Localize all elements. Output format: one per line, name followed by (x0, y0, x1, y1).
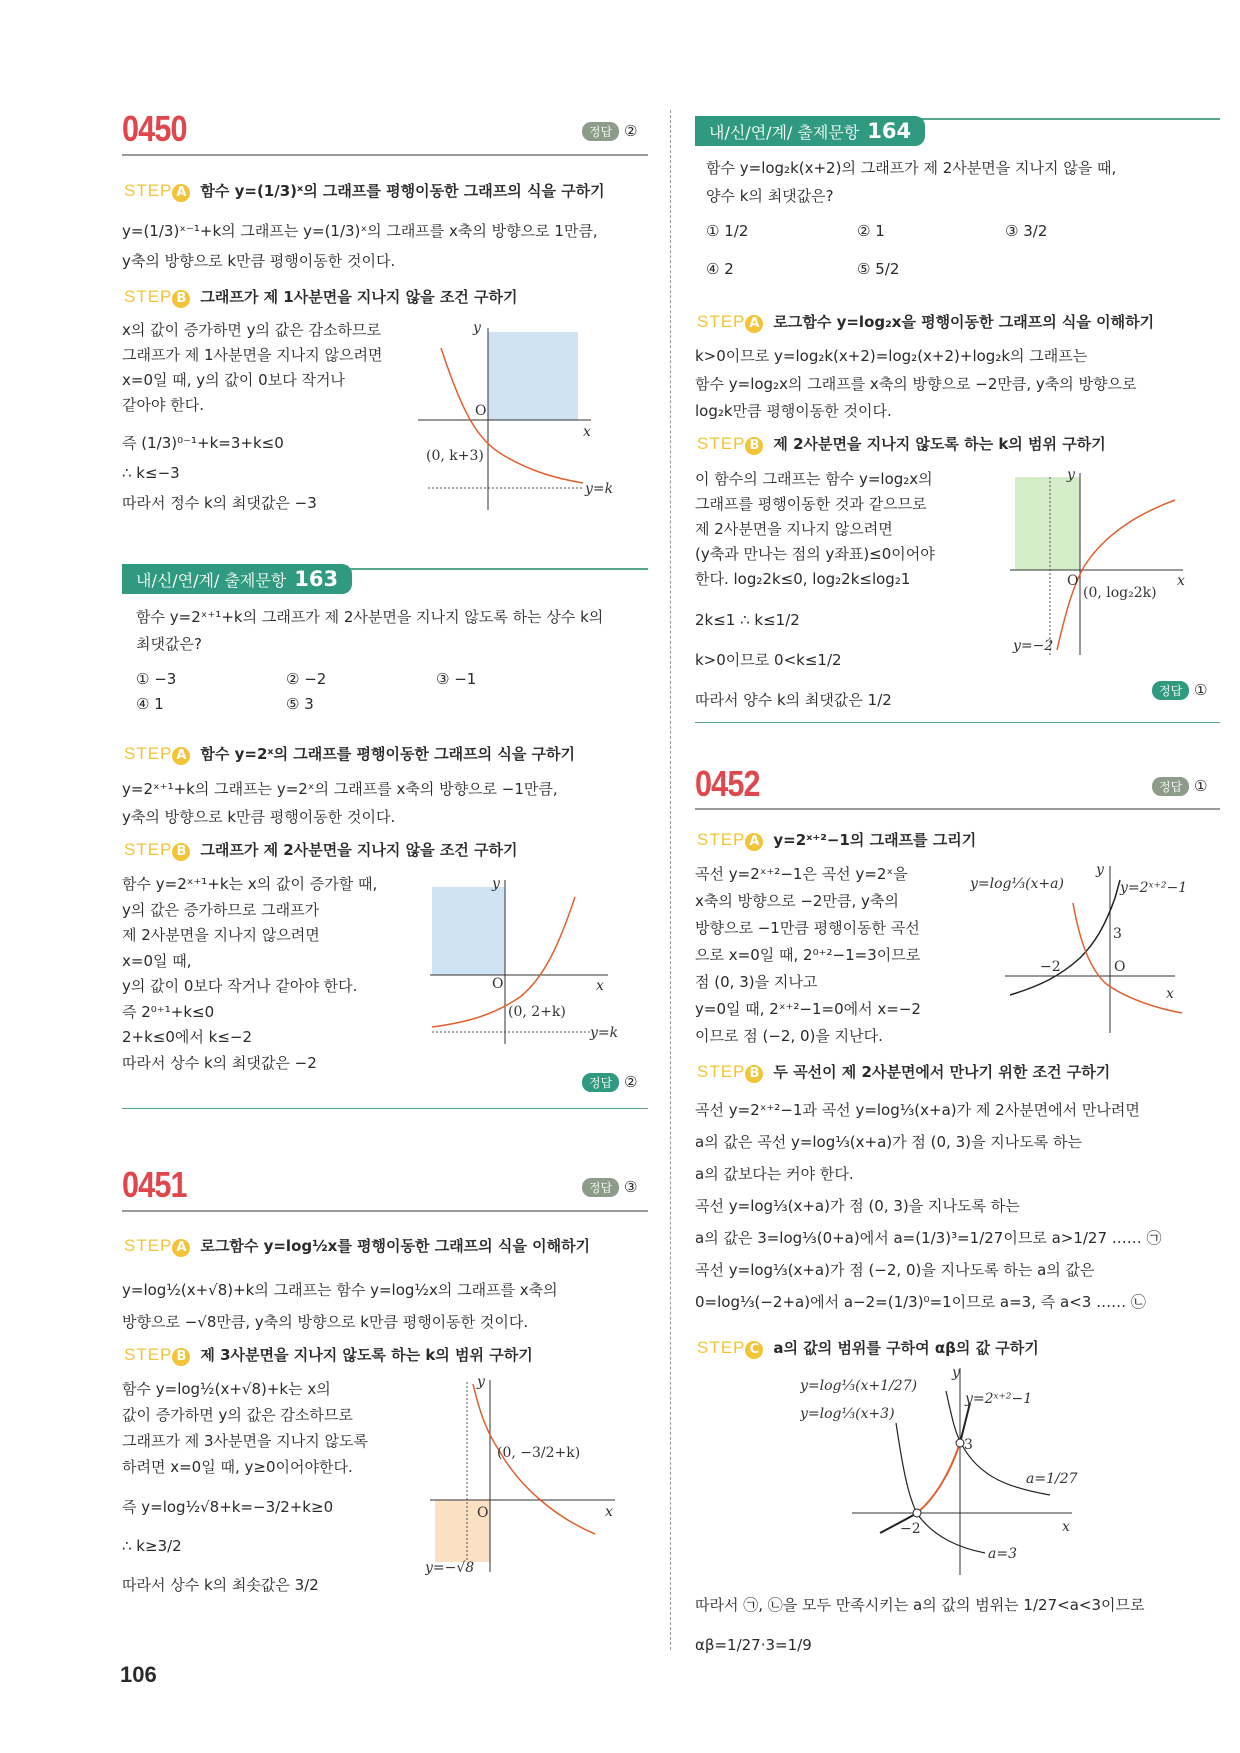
step-text (695, 467, 935, 592)
quadrant-fill (432, 887, 505, 975)
step-text (122, 428, 317, 518)
text-line: 2+k≤0에서 k≤−2 (122, 1028, 253, 1046)
asymptote-label: y=k (585, 481, 614, 497)
x-axis-label: x (605, 1504, 613, 1520)
y-axis-label: y (477, 1374, 485, 1390)
text-line: 으로 x=0일 때, 2⁰⁺²−1=3이므로 (695, 946, 921, 964)
banner-label: 내/신/연/계/ 출제문항 (709, 123, 860, 142)
asymptote-label: y=−2 (1013, 638, 1054, 654)
text-line: 값이 증가하면 y의 값은 감소하므로 (122, 1406, 353, 1424)
choice-1: ① 1/2 (706, 222, 749, 240)
text-line: k>0이므로 0<k≤1/2 (695, 651, 842, 669)
step-label: STEP (124, 1345, 173, 1364)
question-text (706, 154, 1116, 210)
answer-badge: 정답 (582, 122, 619, 141)
step-text (695, 861, 921, 1050)
text-line: 방향으로 −1만큼 평행이동한 곡선 (695, 919, 920, 937)
step-label: STEP (697, 312, 746, 331)
step-letter: C (745, 1341, 763, 1359)
step-heading (697, 433, 1106, 455)
origin-label: O (477, 1505, 489, 1521)
text-line: 즉 y=log½√8+k=−3/2+k≥0 (122, 1498, 334, 1516)
text-line: 함수 y=log₂k(x+2)의 그래프가 제 2사분면을 지나지 않을 때, (706, 159, 1117, 177)
step-heading (124, 839, 518, 861)
step-label: STEP (124, 744, 173, 763)
section-rule (122, 1210, 648, 1212)
text-line: 하려면 x=0일 때, y≥0이어야한다. (122, 1458, 353, 1476)
text-line: αβ=1/27·3=1/9 (695, 1636, 812, 1654)
curve1-end-label: a=1/27 (1026, 1471, 1078, 1487)
step-text (122, 1376, 368, 1480)
step-text (695, 1094, 1162, 1318)
text-line: 제 2사분면을 지나지 않으려면 (695, 520, 893, 538)
step-text (695, 1585, 1144, 1665)
text-line: 함수 y=log½(x+√8)+k는 x의 (122, 1380, 331, 1398)
answer-box (582, 122, 637, 141)
choice-5: ⑤ 5/2 (857, 260, 900, 278)
text-line: x축의 방향으로 −2만큼, y축의 (695, 892, 899, 910)
step-heading (697, 311, 1154, 333)
step-text (695, 343, 1137, 426)
text-line: y축의 방향으로 k만큼 평행이동한 것이다. (122, 252, 396, 270)
x-intercept-label: −2 (1040, 959, 1061, 975)
step-letter: A (745, 315, 763, 333)
intercept-label: (0, log₂2k) (1083, 585, 1157, 601)
step-title: 그래프가 제 1사분면을 지나지 않을 조건 구하기 (200, 288, 518, 306)
step-text (122, 216, 598, 276)
choice-2: ② −2 (286, 670, 327, 688)
x-axis-label: x (596, 978, 604, 994)
graph-0452-c (800, 1363, 1100, 1578)
step-label: STEP (124, 840, 173, 859)
text-line: 제 2사분면을 지나지 않으려면 (122, 926, 320, 944)
origin-label: O (475, 403, 487, 419)
text-line: y의 값이 0보다 작거나 같아야 한다. (122, 977, 358, 995)
text-line: 그래프가 제 3사분면을 지나지 않도록 (122, 1432, 368, 1450)
intercept-label: (0, −3/2+k) (497, 1445, 581, 1461)
step-title: 로그함수 y=log₂x을 평행이동한 그래프의 식을 이해하기 (773, 313, 1155, 331)
text-line: 같아야 한다. (122, 396, 204, 414)
step-title: 제 2사분면을 지나지 않도록 하는 k의 범위 구하기 (773, 435, 1106, 453)
graph-0450 (413, 320, 628, 515)
step-text (695, 600, 892, 720)
text-line: 함수 y=2ˣ⁺¹+k는 x의 값이 증가할 때, (122, 875, 378, 893)
text-line: 곡선 y=2ˣ⁺²−1은 곡선 y=2ˣ을 (695, 865, 908, 883)
text-line: 방향으로 −√8만큼, y축의 방향으로 k만큼 평행이동한 것이다. (122, 1313, 529, 1331)
text-line: y=2ˣ⁺¹+k의 그래프는 y=2ˣ의 그래프를 x축의 방향으로 −1만큼, (122, 780, 558, 798)
answer-value: ① (1193, 777, 1208, 795)
step-title: a의 값의 범위를 구하여 αβ의 값 구하기 (773, 1339, 1039, 1357)
intercept-label: (0, k+3) (426, 448, 484, 464)
y-intercept-label: 3 (1113, 926, 1122, 942)
text-line: 함수 y=2ˣ⁺¹+k의 그래프가 제 2사분면을 지나지 않도록 하는 상수 k의 (136, 608, 604, 626)
text-line: 이 함수의 그래프는 함수 y=log₂x의 (695, 470, 933, 488)
step-letter: B (745, 1065, 763, 1083)
banner-label: 내/신/연/계/ 출제문항 (136, 571, 287, 590)
quadrant-fill (488, 332, 578, 420)
step-letter: B (172, 843, 190, 861)
answer-badge: 정답 (1152, 777, 1189, 796)
choice-5: ⑤ 3 (286, 695, 314, 713)
step-heading (124, 180, 605, 202)
banner-number: 164 (867, 119, 912, 143)
y-axis-label: y (1096, 862, 1104, 878)
graph-0452-a (970, 858, 1210, 1038)
step-label: STEP (124, 1236, 173, 1255)
problem-banner (122, 564, 352, 594)
section-rule (122, 1108, 648, 1109)
section-rule (695, 722, 1220, 723)
step-letter: B (172, 1348, 190, 1366)
banner-rule (918, 118, 1220, 120)
log-curve-label: y=log⅓(x+a) (970, 876, 1064, 892)
step-label: STEP (697, 434, 746, 453)
text-line: y=0일 때, 2ˣ⁺²−1=0에서 x=−2 (695, 1000, 921, 1018)
step-label: STEP (124, 287, 173, 306)
text-line: 즉 (1/3)⁰⁻¹+k=3+k≤0 (122, 434, 284, 452)
curve2-end-label: a=3 (988, 1546, 1017, 1562)
text-line: (y축과 만나는 점의 y좌표)≤0이어야 (695, 545, 935, 563)
step-letter: B (172, 290, 190, 308)
step-label: STEP (697, 1338, 746, 1357)
x-axis-label: x (1062, 1519, 1070, 1535)
answer-box (582, 1073, 637, 1092)
answer-box (1152, 777, 1207, 796)
step-text (122, 1274, 558, 1338)
answer-value: ① (1193, 681, 1208, 699)
section-rule (122, 154, 648, 156)
text-line: ∴ k≥3/2 (122, 1537, 182, 1555)
text-line: a의 값은 3=log⅓(0+a)에서 a=(1/3)³=1/27이므로 a>1/27 …… ㉠ (695, 1229, 1162, 1247)
step-text (122, 1488, 333, 1605)
page-number: 106 (120, 1662, 157, 1687)
text-line: 그래프가 제 1사분면을 지나지 않으려면 (122, 346, 383, 364)
graph-0451 (425, 1372, 630, 1577)
choice-4: ④ 2 (706, 260, 734, 278)
exp-curve (1010, 880, 1120, 995)
answer-badge: 정답 (582, 1073, 619, 1092)
text-line: k>0이므로 y=log₂k(x+2)=log₂(x+2)+log₂k의 그래프는 (695, 347, 1088, 365)
text-line: 양수 k의 최댓값은? (706, 187, 834, 205)
text-line: y의 값은 증가하므로 그래프가 (122, 900, 320, 919)
step-title: 두 곡선이 제 2사분면에서 만나기 위한 조건 구하기 (773, 1063, 1111, 1081)
text-line: 즉 2⁰⁺¹+k≤0 (122, 1002, 215, 1021)
x-axis-label: x (583, 424, 591, 440)
y-axis-label: y (492, 876, 500, 892)
text-line: x=0일 때, y의 값이 0보다 작거나 (122, 371, 345, 389)
text-line: a의 값보다는 커야 한다. (695, 1165, 854, 1183)
origin-label: O (1114, 959, 1126, 975)
answer-value: ③ (623, 1178, 638, 1196)
origin-label: O (1067, 573, 1079, 589)
answer-badge: 정답 (1152, 681, 1189, 700)
answer-value: ② (623, 122, 638, 140)
text-line: 따라서 양수 k의 최댓값은 1/2 (695, 691, 892, 709)
graph-163 (430, 872, 630, 1047)
question-text (136, 604, 603, 658)
x-intercept-label: −2 (900, 1521, 921, 1537)
text-line: 함수 y=log₂x의 그래프를 x축의 방향으로 −2만큼, y축의 방향으로 (695, 374, 1137, 393)
problem-banner (695, 116, 925, 146)
step-heading (124, 743, 575, 765)
text-line: ∴ k≤−3 (122, 464, 180, 482)
problem-number: 0450 (122, 108, 187, 149)
choice-3: ③ −1 (436, 670, 477, 688)
text-line: 따라서 상수 k의 최댓값은 −2 (122, 1053, 317, 1072)
step-text (122, 775, 558, 831)
text-line: 점 (0, 3)을 지나고 (695, 973, 818, 991)
step-letter: A (745, 833, 763, 851)
text-line: a의 값은 곡선 y=log⅓(x+a)가 점 (0, 3)을 지나도록 하는 (695, 1133, 1082, 1151)
step-label: STEP (697, 1062, 746, 1081)
column-divider (670, 110, 671, 1650)
choice-4: ④ 1 (136, 695, 164, 713)
problem-number: 0452 (695, 763, 760, 804)
text-line: 곡선 y=log⅓(x+a)가 점 (−2, 0)을 지나도록 하는 a의 값은 (695, 1261, 1095, 1279)
y-intercept-label: 3 (964, 1437, 973, 1453)
choice-2: ② 1 (857, 222, 885, 240)
text-line: x의 값이 증가하면 y의 값은 감소하므로 (122, 321, 381, 339)
text-line: log₂k만큼 평행이동한 것이다. (695, 402, 892, 420)
curve2-label: y=log⅓(x+3) (800, 1406, 895, 1422)
answer-badge: 정답 (582, 1178, 619, 1197)
step-letter: A (172, 747, 190, 765)
step-letter: A (172, 184, 190, 202)
step-title: 함수 y=(1/3)ˣ의 그래프를 평행이동한 그래프의 식을 구하기 (200, 182, 605, 200)
banner-rule (345, 568, 648, 570)
text-line: 따라서 상수 k의 최솟값은 3/2 (122, 1576, 319, 1594)
choice-3: ③ 3/2 (1005, 222, 1048, 240)
point-neg2-0 (913, 1509, 921, 1517)
step-letter: B (745, 437, 763, 455)
exp-curve-segment (917, 1443, 960, 1513)
x-axis-label: x (1177, 573, 1185, 589)
y-axis-label: y (952, 1365, 960, 1381)
step-heading (697, 1337, 1039, 1359)
step-label: STEP (697, 830, 746, 849)
x-axis-label: x (1166, 986, 1174, 1002)
step-text (122, 872, 377, 1076)
intercept-label: (0, 2+k) (508, 1004, 566, 1020)
text-line: 0=log⅓(−2+a)에서 a−2=(1/3)⁰=1이므로 a=3, 즉 a<3 …… ㉡ (695, 1293, 1146, 1311)
exp-curve-label: y=2ˣ⁺²−1 (965, 1391, 1033, 1407)
step-text (122, 318, 382, 418)
asymptote-label: y=−√8 (425, 1560, 475, 1576)
answer-box (1152, 681, 1207, 700)
step-title: 제 3사분면을 지나지 않도록 하는 k의 범위 구하기 (200, 1346, 533, 1364)
quadrant-fill (1015, 477, 1080, 570)
step-title: 로그함수 y=log½x를 평행이동한 그래프의 식을 이해하기 (200, 1237, 591, 1255)
origin-label: O (492, 976, 504, 992)
section-rule (695, 808, 1220, 810)
y-axis-label: y (1067, 467, 1075, 483)
problem-number: 0451 (122, 1164, 187, 1205)
step-heading (124, 1235, 590, 1257)
text-line: 곡선 y=2ˣ⁺²−1과 곡선 y=log⅓(x+a)가 제 2사분면에서 만나려면 (695, 1101, 1140, 1119)
step-title: 함수 y=2ˣ의 그래프를 평행이동한 그래프의 식을 구하기 (200, 745, 576, 763)
answer-box (582, 1178, 637, 1197)
asymptote-label: y=k (590, 1025, 619, 1041)
step-letter: A (172, 1239, 190, 1257)
step-title: y=2ˣ⁺²−1의 그래프를 그리기 (773, 831, 977, 849)
step-heading (124, 286, 518, 308)
text-line: 최댓값은? (136, 635, 202, 653)
text-line: 이므로 점 (−2, 0)을 지난다. (695, 1027, 883, 1045)
text-line: 2k≤1 ∴ k≤1/2 (695, 611, 800, 629)
choice-1: ① −3 (136, 670, 177, 688)
text-line: 한다. log₂2k≤0, log₂2k≤log₂1 (695, 570, 911, 588)
answer-value: ② (623, 1073, 638, 1091)
curve1-label: y=log⅓(x+1/27) (800, 1378, 918, 1394)
step-title: 그래프가 제 2사분면을 지나지 않을 조건 구하기 (200, 841, 518, 859)
step-label: STEP (124, 181, 173, 200)
step-heading (697, 1061, 1110, 1083)
y-axis-label: y (473, 320, 481, 336)
text-line: x=0일 때, (122, 951, 192, 970)
graph-164 (1005, 465, 1205, 665)
text-line: 그래프를 평행이동한 것과 같으므로 (695, 495, 927, 513)
text-line: 따라서 정수 k의 최댓값은 −3 (122, 494, 317, 512)
text-line: y축의 방향으로 k만큼 평행이동한 것이다. (122, 808, 396, 826)
step-heading (124, 1344, 533, 1366)
banner-number: 163 (294, 567, 339, 591)
text-line: 따라서 ㉠, ㉡을 모두 만족시키는 a의 값의 범위는 1/27<a<3이므로 (695, 1596, 1145, 1614)
step-heading (697, 829, 976, 851)
text-line: 곡선 y=log⅓(x+a)가 점 (0, 3)을 지나도록 하는 (695, 1197, 1020, 1215)
text-line: y=(1/3)ˣ⁻¹+k의 그래프는 y=(1/3)ˣ의 그래프를 x축의 방향으로 1만큼, (122, 222, 598, 240)
exp-curve-label: y=2ˣ⁺²−1 (1120, 880, 1188, 896)
text-line: y=log½(x+√8)+k의 그래프는 함수 y=log½x의 그래프를 x축의 (122, 1281, 558, 1299)
point-0-3 (956, 1439, 964, 1447)
